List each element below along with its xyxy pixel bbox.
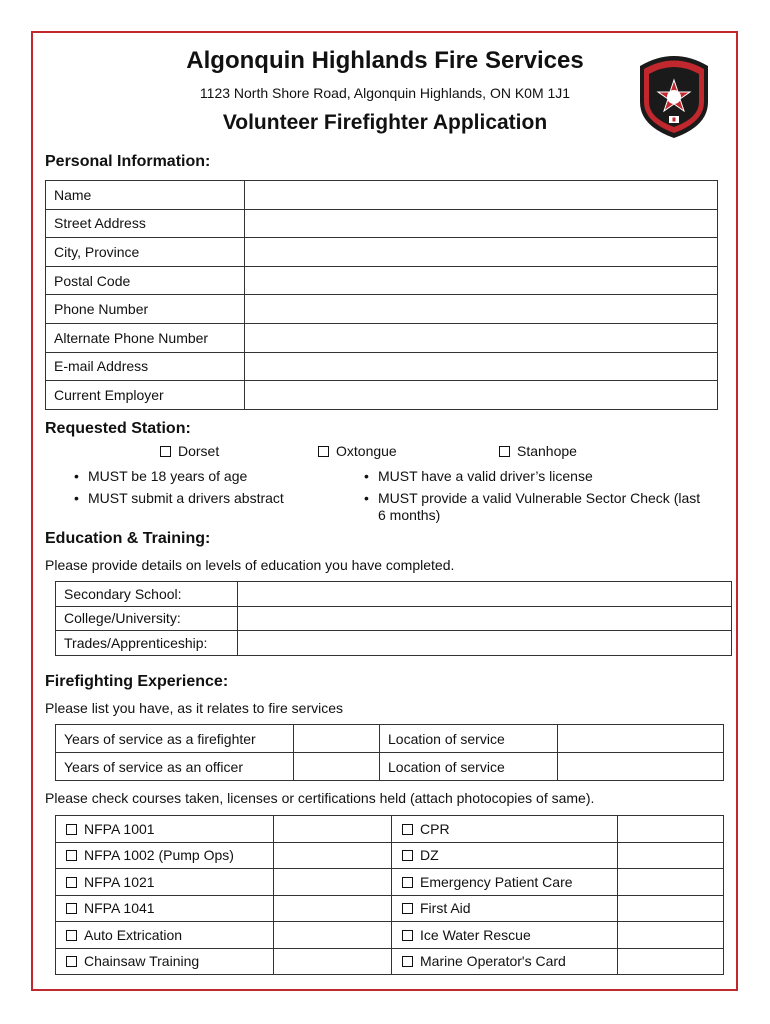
checkbox-icon[interactable] (499, 446, 510, 457)
field-label: E-mail Address (46, 352, 245, 381)
field-input[interactable] (558, 753, 724, 781)
checkbox-icon[interactable] (66, 824, 77, 835)
course-item[interactable]: Chainsaw Training (56, 948, 274, 975)
field-input[interactable] (245, 266, 718, 295)
checkbox-icon[interactable] (318, 446, 329, 457)
field-label: City, Province (46, 238, 245, 267)
field-input[interactable] (558, 725, 724, 753)
courses-note: Please check courses taken, licenses or certifications held (attach photocopies of same). (45, 790, 595, 806)
course-row (56, 869, 724, 896)
field-input[interactable] (294, 725, 380, 753)
checkbox-icon[interactable] (402, 850, 413, 861)
course-item[interactable]: NFPA 1002 (Pump Ops) (56, 842, 274, 869)
checkbox-icon[interactable] (402, 956, 413, 967)
checkbox-icon[interactable] (402, 930, 413, 941)
field-input[interactable] (274, 842, 392, 869)
requirement-item: • MUST submit a drivers abstract (72, 490, 332, 507)
field-input[interactable] (245, 295, 718, 324)
station-option-stanhope[interactable]: Stanhope (499, 443, 577, 459)
field-input[interactable] (238, 582, 732, 607)
field-input[interactable] (294, 753, 380, 781)
field-input[interactable] (238, 631, 732, 656)
form-row (46, 295, 718, 324)
checkbox-icon[interactable] (66, 930, 77, 941)
org-address: 1123 North Shore Road, Algonquin Highlands, ON K0M 1J1 (199, 85, 571, 101)
form-row (46, 181, 718, 210)
field-label: Location of service (380, 725, 558, 753)
requirements-right-list (362, 468, 702, 529)
org-name: Algonquin Highlands Fire Services (186, 47, 584, 74)
checkbox-icon[interactable] (66, 877, 77, 888)
form-row (46, 352, 718, 381)
course-row (56, 922, 724, 949)
requirement-item: • MUST provide a valid Vulnerable Sector Check (last 6 months) (362, 490, 702, 524)
field-input[interactable] (245, 238, 718, 267)
field-input[interactable] (274, 922, 392, 949)
course-row (56, 948, 724, 975)
course-item[interactable]: Marine Operator's Card (392, 948, 618, 975)
course-row (56, 816, 724, 843)
field-input[interactable] (618, 948, 724, 975)
experience-note: Please list you have, as it relates to fire services (45, 700, 344, 716)
field-label: Postal Code (46, 266, 245, 295)
field-input[interactable] (274, 869, 392, 896)
personal-info-table (45, 180, 718, 410)
experience-table (55, 724, 724, 781)
form-row (46, 323, 718, 352)
field-label: College/University: (56, 606, 238, 631)
requirements-left-list (72, 468, 332, 512)
course-item[interactable]: DZ (392, 842, 618, 869)
form-row (56, 631, 732, 656)
field-label: Years of service as an officer (56, 753, 294, 781)
requirement-item: • MUST have a valid driver’s license (362, 468, 702, 485)
checkbox-icon[interactable] (66, 903, 77, 914)
field-input[interactable] (238, 606, 732, 631)
field-label: Trades/Apprenticeship: (56, 631, 238, 656)
field-input[interactable] (618, 842, 724, 869)
field-input[interactable] (245, 352, 718, 381)
station-option-oxtongue[interactable]: Oxtongue (318, 443, 397, 459)
checkbox-icon[interactable] (160, 446, 171, 457)
course-item[interactable]: Emergency Patient Care (392, 869, 618, 896)
course-item[interactable]: First Aid (392, 895, 618, 922)
field-label: Name (46, 181, 245, 210)
experience-heading: Firefighting Experience: (45, 673, 229, 690)
course-item[interactable]: NFPA 1021 (56, 869, 274, 896)
form-row (56, 725, 724, 753)
field-label: Alternate Phone Number (46, 323, 245, 352)
requested-station-heading: Requested Station: (45, 420, 191, 437)
field-input[interactable] (245, 323, 718, 352)
checkbox-icon[interactable] (402, 824, 413, 835)
education-heading: Education & Training: (45, 530, 211, 547)
course-row (56, 842, 724, 869)
personal-info-heading: Personal Information: (45, 153, 211, 170)
field-label: Street Address (46, 209, 245, 238)
field-input[interactable] (618, 895, 724, 922)
fire-department-crest-icon (634, 50, 714, 140)
form-row (46, 209, 718, 238)
course-item[interactable]: Auto Extrication (56, 922, 274, 949)
form-row (46, 381, 718, 410)
form-row (56, 753, 724, 781)
checkbox-icon[interactable] (402, 903, 413, 914)
education-table (55, 581, 732, 656)
station-option-dorset[interactable]: Dorset (160, 443, 219, 459)
form-title: Volunteer Firefighter Application (222, 111, 548, 134)
field-input[interactable] (274, 895, 392, 922)
field-label: Location of service (380, 753, 558, 781)
field-input[interactable] (618, 922, 724, 949)
field-label: Secondary School: (56, 582, 238, 607)
course-item[interactable]: NFPA 1001 (56, 816, 274, 843)
form-row (56, 582, 732, 607)
form-row (56, 606, 732, 631)
field-label: Phone Number (46, 295, 245, 324)
course-item[interactable]: CPR (392, 816, 618, 843)
form-row (46, 266, 718, 295)
course-row (56, 895, 724, 922)
field-input[interactable] (245, 209, 718, 238)
field-input[interactable] (274, 948, 392, 975)
field-input[interactable] (618, 816, 724, 843)
field-label: Current Employer (46, 381, 245, 410)
course-item[interactable]: NFPA 1041 (56, 895, 274, 922)
checkbox-icon[interactable] (66, 956, 77, 967)
field-input[interactable] (245, 381, 718, 410)
course-item[interactable]: Ice Water Rescue (392, 922, 618, 949)
requirement-item: • MUST be 18 years of age (72, 468, 332, 485)
checkbox-icon[interactable] (66, 850, 77, 861)
form-row (46, 238, 718, 267)
field-input[interactable] (274, 816, 392, 843)
field-input[interactable] (245, 181, 718, 210)
courses-table (55, 815, 724, 975)
checkbox-icon[interactable] (402, 877, 413, 888)
education-note: Please provide details on levels of education you have completed. (45, 557, 455, 573)
field-input[interactable] (618, 869, 724, 896)
field-label: Years of service as a firefighter (56, 725, 294, 753)
